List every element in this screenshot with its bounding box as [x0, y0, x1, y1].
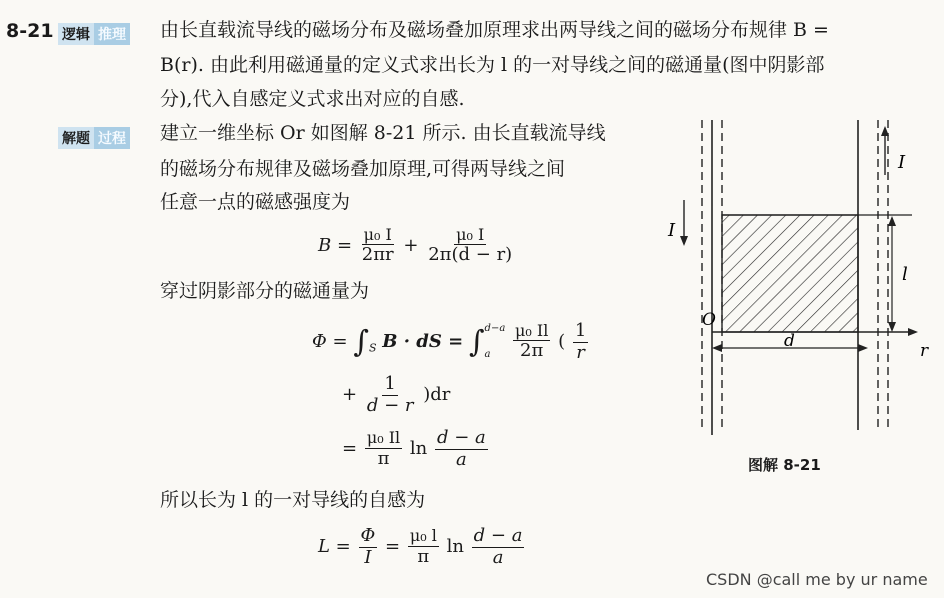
- logic-tag: [58, 21, 130, 47]
- eq-l-ln-frac: [472, 526, 525, 568]
- eq-flux3-ln-den: a: [456, 448, 467, 470]
- label-origin: O: [702, 310, 716, 330]
- eq-flux3-eq: =: [342, 438, 358, 460]
- l-arrow-bottom: [888, 322, 896, 332]
- equation-flux-cont: [342, 374, 450, 416]
- eq-flux3-ln-num: d − a: [437, 427, 486, 448]
- solution-tag-label: 解题: [58, 127, 94, 149]
- shaded-flux-region: [722, 215, 858, 332]
- equation-l: [318, 526, 526, 568]
- eq-flux3-ln-frac: [435, 428, 488, 470]
- eq-l-lhs: L =: [318, 536, 351, 558]
- l-arrow-top: [888, 216, 896, 226]
- eq-l-ln: ln: [446, 536, 464, 558]
- logic-line-1: 由长直载流导线的磁场分布及磁场叠加原理求出两导线之间的磁场分布规律 B =: [160, 19, 829, 41]
- eq-b-term1: [360, 226, 396, 266]
- logic-tag-sub: 推理: [94, 23, 130, 45]
- eq-flux-coef: [513, 322, 550, 362]
- equation-flux-result: [342, 428, 490, 470]
- label-current-left: I: [668, 220, 676, 241]
- eq-l-eq: =: [385, 536, 401, 558]
- logic-line-3: 分),代入自感定义式求出对应的自感.: [160, 88, 465, 110]
- eq-l-frac2-den: π: [417, 545, 430, 567]
- figure-8-21: [650, 110, 940, 470]
- eq-flux-lhs: Φ =: [312, 331, 348, 352]
- eq-b-term1-num: μ₀ I: [363, 225, 392, 244]
- equation-b: [318, 226, 516, 266]
- solution-line-3: 任意一点的磁感强度为: [160, 191, 351, 213]
- eq-flux2-tail: )dr: [423, 384, 451, 406]
- eq-l-frac1-den: I: [364, 546, 372, 568]
- integral-sign-1: ∫: [353, 324, 369, 360]
- eq-flux-coef-den: 2π: [520, 340, 544, 362]
- label-current-top: I: [898, 152, 906, 173]
- solution-tag: [58, 125, 130, 151]
- eq-b-term1-den: 2πr: [361, 244, 394, 266]
- eq-flux-one-den: r: [576, 341, 585, 363]
- integral-subscript-s: S: [368, 341, 377, 355]
- logic-line-2: B(r). 由此利用磁通量的定义式求出长为 l 的一对导线之间的磁通量(图中阴影部: [160, 54, 825, 76]
- logic-tag-label: 逻辑: [58, 23, 94, 45]
- eq-flux-one-num: 1: [574, 319, 587, 341]
- flux-text: 穿过阴影部分的磁通量为: [160, 280, 370, 302]
- eq-l-frac1: [359, 526, 378, 568]
- integral-upper-limit: d−a: [484, 323, 506, 334]
- label-r: r: [920, 341, 929, 361]
- eq-flux2-plus: +: [342, 384, 358, 406]
- label-l: l: [902, 264, 908, 285]
- figure-caption: 图解 8-21: [748, 456, 821, 474]
- eq-flux-body: B · dS =: [382, 331, 464, 352]
- solution-line-1: 建立一维坐标 Or 如图解 8-21 所示. 由长直载流导线: [160, 122, 606, 144]
- equation-flux: [312, 316, 590, 368]
- eq-b-term2-den: 2π(d − r): [428, 244, 513, 266]
- d-arrow-left: [712, 344, 722, 352]
- eq-flux-one-over-r: [573, 321, 588, 363]
- d-arrow-right: [858, 344, 868, 352]
- eq-l-ln-num: d − a: [473, 525, 523, 546]
- label-d: d: [784, 331, 795, 351]
- current-down-arrowhead: [680, 236, 688, 246]
- eq-l-ln-den: a: [492, 546, 504, 568]
- eq-flux2-num: 1: [384, 373, 396, 394]
- integral-lower-limit: a: [484, 349, 491, 360]
- integral-sign-2: ∫: [468, 324, 485, 360]
- eq-b-term2-num: μ₀ I: [456, 225, 485, 244]
- eq-b-term2: [426, 226, 514, 266]
- self-inductance-text: 所以长为 l 的一对导线的自感为: [160, 489, 426, 511]
- eq-l-frac2-num: μ₀ l: [409, 526, 437, 546]
- eq-flux2-frac: [365, 374, 416, 416]
- solution-tag-sub: 过程: [94, 127, 130, 149]
- problem-number: 8-21: [6, 20, 54, 42]
- solution-line-2: 的磁场分布规律及磁场叠加原理,可得两导线之间: [160, 158, 566, 180]
- eq-flux3-num: μ₀ Il: [366, 428, 401, 448]
- integral-limits: [485, 316, 506, 368]
- eq-flux-open-paren: (: [558, 331, 566, 352]
- eq-flux-coef-num: μ₀ Il: [515, 320, 549, 340]
- eq-b-lhs: B =: [318, 235, 353, 257]
- eq-flux2-den: d − r: [366, 394, 414, 416]
- watermark: CSDN @call me by ur name: [706, 570, 928, 589]
- eq-flux3-ln: ln: [409, 438, 428, 460]
- r-axis-arrow: [908, 328, 918, 336]
- eq-flux3-coef: [365, 429, 402, 469]
- eq-flux3-den: π: [377, 447, 390, 469]
- eq-b-plus: +: [403, 235, 419, 257]
- eq-l-frac2: [408, 527, 439, 567]
- eq-l-frac1-num: Φ: [360, 525, 376, 546]
